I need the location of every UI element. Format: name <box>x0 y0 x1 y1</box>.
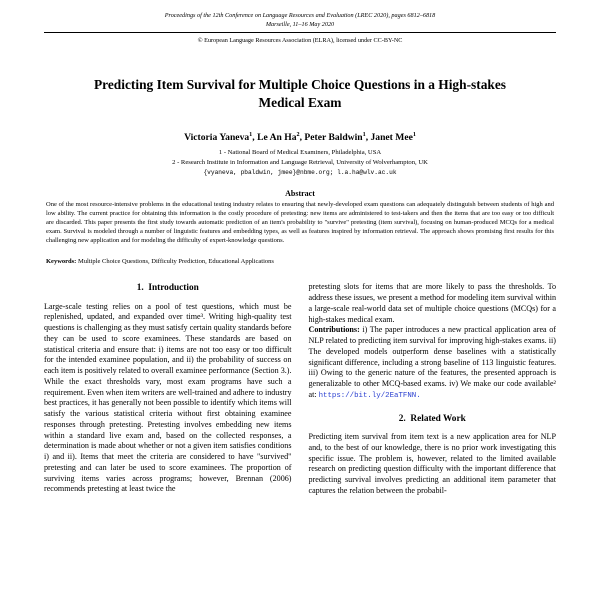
copyright-text: European Language Resources Association (ELRA), licensed under CC-BY-NC <box>204 36 403 44</box>
author-emails: {vyaneva, pbaldwin, jmee}@nbme.org; l.a.ha@wlv.ac.uk <box>203 169 397 177</box>
section-number: 2. <box>398 413 406 424</box>
affiliation-1: 1 - National Board of Medical Examiners, Philadelphia, USA <box>218 149 382 157</box>
abstract-heading: Abstract <box>285 189 315 199</box>
related-work-paragraph: Predicting item survival from item text is a new application area for NLP and, to the best of our knowledge, there is no prior work investigating this specific issue. The problem is, however, related to the limited available research on predicting question difficulty with the important difference that predicting survival involves predicting an additional item parameter that captures the relation between the probabil- <box>308 432 556 495</box>
keywords-text: Multiple Choice Questions, Difficulty Prediction, Educational Applications <box>76 258 274 266</box>
author-affiliation-marker: 1 <box>362 131 366 139</box>
author-name: Le An Ha <box>257 132 297 144</box>
right-column <box>309 282 557 496</box>
author-name: Janet Mee <box>370 132 413 144</box>
keywords-label: Keywords: <box>46 258 77 266</box>
left-column <box>44 282 292 496</box>
contributions-paragraph <box>309 325 557 401</box>
page-title: Predicting Item Survival for Multiple Choice Questions in a High-stakes Medical Exam <box>93 76 506 111</box>
header-divider <box>44 32 556 33</box>
section-heading-related-work <box>309 413 557 425</box>
section-number: 1. <box>136 283 144 294</box>
body-columns <box>44 282 556 496</box>
section-title: Related Work <box>410 413 466 424</box>
author-name: Peter Baldwin <box>304 132 363 144</box>
section-title: Introduction <box>148 283 199 294</box>
intro-continuation-paragraph: pretesting slots for items that are more likely to pass the thresholds. To address these issues, we present a method for modeling item survival within a large-scale real-world data set of multiple choice questions (MCQs) for a high-stakes medical exam. <box>308 282 556 324</box>
abstract-text: One of the most resource-intensive problems in the educational testing industry relates to ensuring that newly-developed exam questions can adequately distinguish between students of high and low ability. The current practice for obtaining this information is the costly procedure of pretesting: new items are administered to test-takers and then the items that are too easy or too difficult are discarded. This paper presents the first study towards automatic prediction of an item's probability to "survive" pretesting (item survival), focusing on human-produced MCQs for a medical exam. Survival is modeled through a number of linguistic features and embedding types, as well as features inspired by information retrieval. The approach shows promising first results for this challenging new application and for modeling the difficulty of expert-knowledge questions. <box>46 201 554 245</box>
proceedings-line-2: Marseille, 11–16 May 2020 <box>265 20 335 28</box>
affiliation-2: 2 - Research Institute in Information and Language Retrieval, University of Wolverhampton, UK <box>172 159 428 167</box>
introduction-paragraph: Large-scale testing relies on a pool of test questions, which must be replenished, updated, and expanded over time³. Writing high-quality test questions is challenging as they must satisfy certain quality standards before they can be used to score examinees. These standards are based on statistical criteria and ensure that: i) items are not too easy or too difficult for the intended examinee population, and ii) the probability of success on each item is positively related to overall examinee performance (Section 3.). While the exact thresholds vary, most exam programs have such a requirement. Even when item writers are well-trained and adhere to industry best practices, it has generally not been possible to identify which items will satisfy the various statistical criteria without first obtaining examinee responses through pretesting. Pretesting involves embedding new items within a standard live exam and, based on the collected responses, a determination is made about whether or not a given item satisfies conditions i) and ii). Items that meet the criteria are considered to have "survived" pretesting and can later be used to score examinees. The proportion of surviving items varies across programs; however, Brennan (2006) recommends pretesting at least twice the <box>44 301 292 494</box>
proceedings-line-1: Proceedings of the 12th Conference on Language Resources and Evaluation (LREC 2020), pages 6812–6818 <box>164 12 436 19</box>
proceedings-header <box>44 12 556 46</box>
affiliations <box>44 148 556 177</box>
author-affiliation-marker: 1 <box>412 131 416 139</box>
keywords-line <box>46 257 554 266</box>
contributions-text: i) The paper introduces a new practical application area of NLP related to predicting item survival for improving high-stakes exams. ii) The developed models outperform dense baselines with a statistically significant difference, including a strong baseline of 113 linguistic features. iii) Owing to the generic nature of the features, the presented approach is generalizable to other MCQ-based exams. iv) We make our code available² at: <box>308 325 556 399</box>
code-url-link[interactable]: https://bit.ly/2EaTFNN. <box>318 391 421 400</box>
author-list: Victoria Yaneva$^1$, Le An Ha$^2$, Peter Baldwin$^1$, Janet Mee$^1$ <box>184 131 416 144</box>
copyright-line <box>44 36 556 46</box>
contributions-label: Contributions: <box>308 325 360 335</box>
copyright-icon: © <box>197 36 203 44</box>
author-affiliation-marker: 1 <box>249 131 253 139</box>
author-name: Victoria Yaneva <box>184 132 250 144</box>
section-heading-introduction <box>44 282 292 294</box>
author-affiliation-marker: 2 <box>296 131 300 139</box>
